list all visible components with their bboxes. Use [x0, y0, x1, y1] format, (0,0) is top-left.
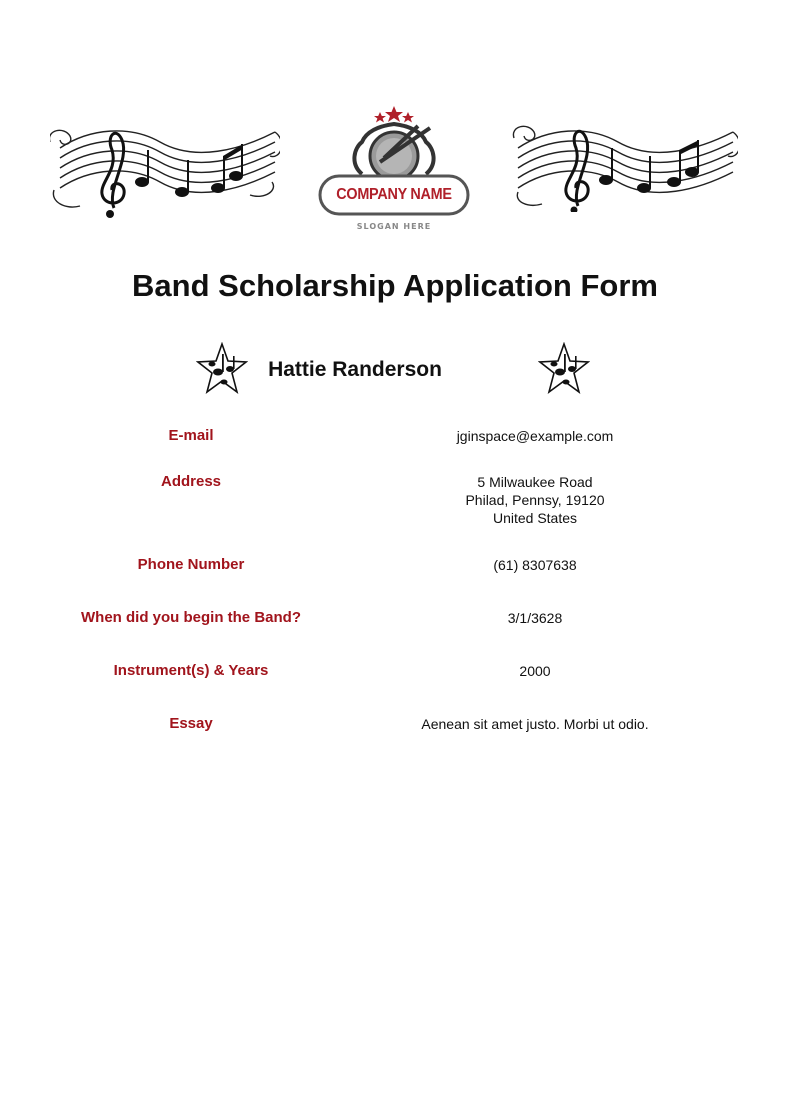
value-line: Philad, Pennsy, 19120 [465, 492, 605, 508]
music-staff-right-icon [508, 112, 738, 212]
value-line: Aenean sit amet justo. Morbi ut odio. [421, 716, 649, 732]
field-value [380, 556, 690, 574]
value-line: (61) 8307638 [493, 557, 577, 573]
applicant-name: Hattie Randerson [268, 358, 442, 381]
field-label: Phone Number [137, 556, 245, 573]
logo-slogan: SLOGAN HERE [356, 222, 432, 231]
field-value [380, 662, 690, 680]
field-label: Instrument(s) & Years [113, 662, 269, 679]
field-label: Address [160, 473, 222, 490]
field-value [380, 715, 690, 733]
value-line: United States [492, 510, 578, 526]
value-line: 5 Milwaukee Road [477, 474, 593, 490]
field-label: E-mail [168, 427, 214, 444]
value-line: 2000 [519, 663, 551, 679]
page-title: Band Scholarship Application Form [132, 268, 658, 303]
field-value [380, 473, 690, 527]
music-star-left-icon [196, 342, 248, 396]
logo-company-name: COMPANY NAME [336, 186, 452, 203]
music-staff-left-icon [50, 120, 280, 220]
field-label: When did you begin the Band? [81, 609, 301, 626]
value-line: jginspace@example.com [456, 428, 614, 444]
header [0, 100, 790, 240]
field-label: Essay [169, 715, 213, 732]
field-value [380, 609, 690, 627]
drum-logo-icon [314, 104, 474, 240]
value-line: 3/1/3628 [507, 610, 563, 626]
music-star-right-icon [538, 342, 590, 396]
company-logo [314, 104, 474, 240]
field-value [380, 427, 690, 445]
